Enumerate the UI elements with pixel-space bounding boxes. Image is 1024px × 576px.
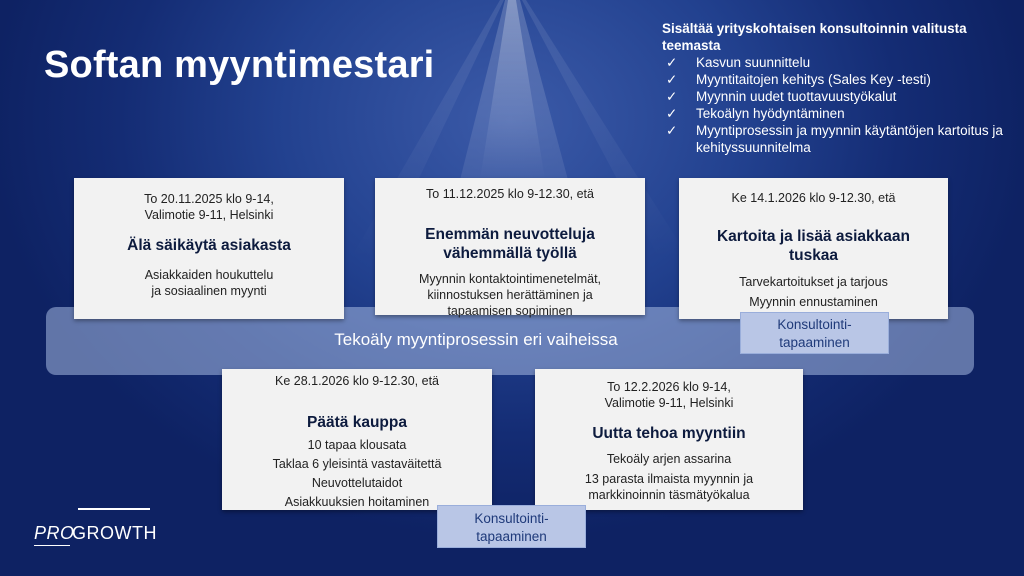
session-heading: tuskaa — [788, 247, 839, 264]
list-item: ✓ Myynnin uudet tuottavuustyökalut — [662, 88, 1012, 105]
logo-pro: PRO — [34, 523, 75, 543]
session-desc: Myynnin kontaktointimenetelmät, — [418, 272, 602, 286]
session-desc: markkinoinnin täsmätyökalua — [588, 488, 750, 502]
session-heading: Älä säikäytä asiakasta — [127, 237, 291, 254]
includes-list — [662, 54, 1012, 156]
logo-growth: GROWTH — [72, 523, 157, 543]
session-heading: vähemmällä työllä — [443, 245, 577, 262]
session-date: To 12.2.2026 klo 9-14, — [607, 380, 731, 394]
session-desc: Myynnin ennustaminen — [749, 295, 878, 309]
session-date: Ke 14.1.2026 klo 9-12.30, etä — [731, 191, 896, 205]
ai-band-label: Tekoäly myyntiprosessin eri vaiheissa — [334, 330, 618, 349]
session-desc: Asiakkaiden houkuttelu — [144, 268, 274, 282]
consultation-badge-1: Konsultointi- tapaaminen — [740, 312, 889, 354]
session-card-5 — [535, 369, 803, 510]
session-location: Valimotie 9-11, Helsinki — [144, 208, 274, 222]
session-card-1 — [74, 178, 344, 319]
session-desc: 13 parasta ilmaista myynnin ja — [584, 472, 754, 486]
session-location: Valimotie 9-11, Helsinki — [604, 396, 734, 410]
session-card-4 — [222, 369, 492, 510]
session-item: 10 tapaa klousata — [307, 438, 407, 452]
includes-panel — [662, 20, 1012, 156]
list-item: ✓ Myyntiprosessin ja myynnin käytäntöjen kartoitus ja kehityssuunnitelma — [662, 122, 1012, 156]
check-icon: ✓ — [666, 72, 678, 87]
session-card-2 — [375, 178, 645, 318]
page-title: Softan myyntimestari — [44, 44, 435, 86]
session-item: Neuvottelutaidot — [311, 476, 403, 490]
session-date: To 11.12.2025 klo 9-12.30, etä — [426, 187, 594, 201]
session-heading: Enemmän neuvotteluja — [425, 226, 595, 243]
logo-bar — [78, 508, 150, 510]
session-date: To 20.11.2025 klo 9-14, — [144, 192, 274, 206]
check-icon: ✓ — [666, 106, 678, 121]
check-icon: ✓ — [666, 89, 678, 104]
list-item: ✓ Myyntitaitojen kehitys (Sales Key -testi) — [662, 71, 1012, 88]
session-heading: Kartoita ja lisää asiakkaan — [716, 228, 910, 245]
consultation-badge-2: Konsultointi- tapaaminen — [437, 505, 586, 548]
session-item: Asiakkuuksien hoitaminen — [284, 495, 430, 509]
session-desc: Tarvekartoitukset ja tarjous — [739, 275, 888, 289]
session-date: Ke 28.1.2026 klo 9-12.30, etä — [274, 374, 439, 388]
session-item: Taklaa 6 yleisintä vastaväitettä — [272, 457, 442, 471]
includes-title: Sisältää yrityskohtaisen konsultoinnin valitusta teemasta — [662, 21, 967, 53]
session-desc: ja sosiaalinen myynti — [151, 284, 267, 298]
session-heading: Uutta tehoa myyntiin — [592, 425, 746, 442]
check-icon: ✓ — [666, 55, 678, 70]
list-item: ✓ Kasvun suunnittelu — [662, 54, 1012, 71]
progrowth-logo — [34, 508, 166, 552]
session-heading: Päätä kauppa — [307, 414, 407, 431]
session-desc: Tekoäly arjen assarina — [606, 452, 732, 466]
logo-underline — [34, 545, 70, 546]
session-desc: tapaamisen sopiminen — [447, 304, 573, 318]
session-card-3 — [679, 178, 948, 319]
session-desc: kiinnostuksen herättäminen ja — [427, 288, 593, 302]
check-icon: ✓ — [666, 123, 678, 138]
list-item: ✓ Tekoälyn hyödyntäminen — [662, 105, 1012, 122]
